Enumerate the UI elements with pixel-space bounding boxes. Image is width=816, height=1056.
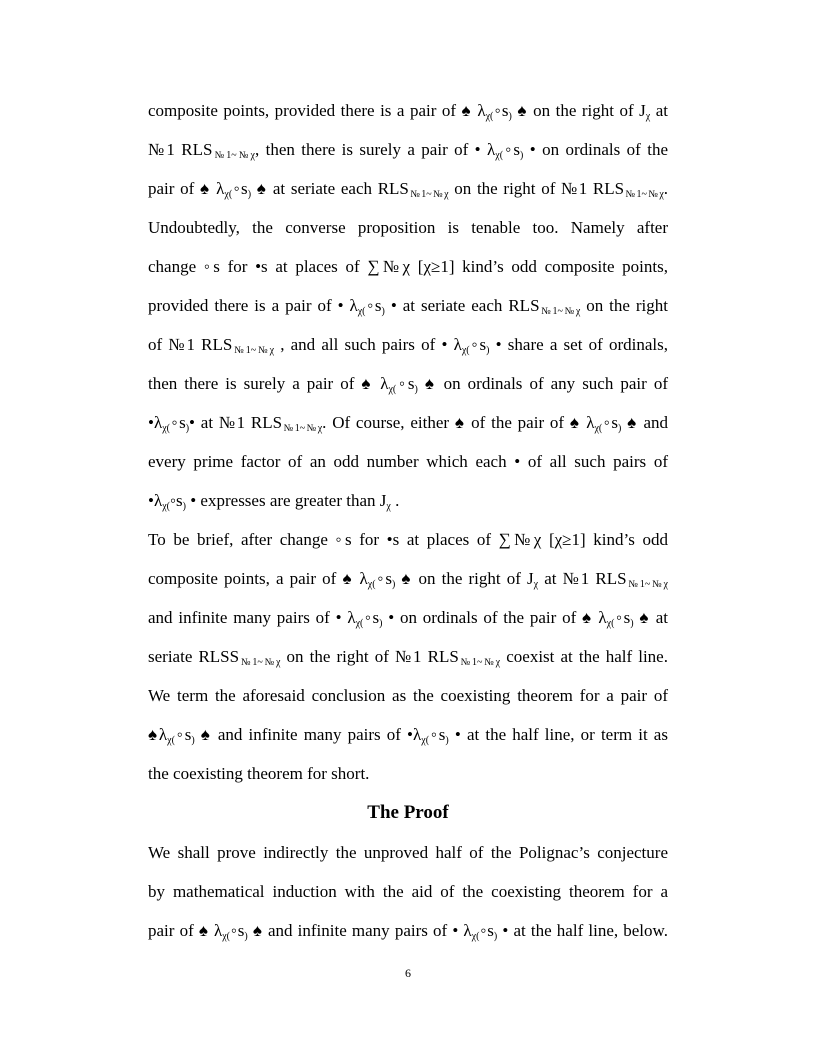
text-line: To be brief, after change ◦s for •s at places of ∑№χ [χ≥1] kind’s odd: [148, 530, 668, 549]
text-line: and infinite many pairs of • $\lambda_{\chi(}◦s_)$ • on ordinals of the pair of ♠ $\lambda_{\chi(}◦s_)$ ♠ at: [148, 608, 668, 629]
text-line: $•\lambda_{\chi(}◦s_)•$ at №1 $RLS_{№1\sim№\chi}$. Of course, either ♠ of the pair of ♠ $\lambda_{\chi(}◦s_)$ ♠ and: [148, 413, 668, 434]
text-line: $•\lambda_{\chi(}◦s_)$ • expresses are greater than $J_\chi$ .: [148, 491, 400, 512]
text-line: Undoubtedly, the converse proposition is tenable too. Namely after: [148, 218, 668, 237]
text-line: pair of ♠ $\lambda_{\chi(}◦s_)$ ♠ and infinite many pairs of • $\lambda_{\chi(}◦s_)$ • at the half line, below.: [148, 921, 668, 942]
page-number: 6: [405, 966, 411, 980]
text-line: then there is surely a pair of ♠ $\lambda_{\chi(}◦s_)$ ♠ on ordinals of any such pair of: [148, 374, 668, 395]
text-line: composite points, a pair of ♠ $\lambda_{\chi(}◦s_)$ ♠ on the right of $J_\chi$ at №1 $RLS_{№1\sim№\chi}$: [148, 569, 668, 590]
section-heading: The Proof: [367, 802, 449, 823]
text-line: We term the aforesaid conclusion as the coexisting theorem for a pair of: [148, 686, 668, 705]
text-line: pair of ♠ $\lambda_{\chi(}◦s_)$ ♠ at seriate each $RLS_{№1\sim№\chi}$ on the right of №1 $RLS_{№1\sim№\chi}$.: [148, 179, 669, 200]
text-line: We shall prove indirectly the unproved half of the Polignac’s conjecture: [148, 843, 668, 862]
text-line: $♠\lambda_{\chi(}◦s_)$ ♠ and infinite many pairs of $•\lambda_{\chi(}◦s_)$ • at the half line, or term it as: [148, 725, 668, 746]
text-line: seriate $RLSS_{№1\sim№\chi}$ on the right of №1 $RLS_{№1\sim№\chi}$ coexist at the half line.: [148, 647, 668, 668]
text-line: provided there is a pair of • $\lambda_{\chi(}◦s_)$ • at seriate each $RLS_{№1\sim№\chi}$ on the right: [148, 296, 668, 317]
text-line: by mathematical induction with the aid of the coexisting theorem for a: [148, 882, 668, 901]
text-line: the coexisting theorem for short.: [148, 764, 370, 783]
text-line: №1 $RLS_{№1\sim№\chi}$, then there is surely a pair of • $\lambda_{\chi(}◦s_)$ • on ordinals of the: [148, 140, 668, 161]
text-line: of №1 $RLS_{№1\sim№\chi}$ , and all such pairs of • $\lambda_{\chi(}◦s_)$ • share a set of ordinals,: [148, 335, 668, 356]
text-line: every prime factor of an odd number which each • of all such pairs of: [148, 452, 668, 471]
text-line: composite points, provided there is a pair of ♠ $\lambda_{\chi(}◦s_)$ ♠ on the right of $J_\chi$ at: [148, 101, 668, 122]
text-line: change ◦s for •s at places of ∑№χ [χ≥1] kind’s odd composite points,: [148, 257, 668, 276]
